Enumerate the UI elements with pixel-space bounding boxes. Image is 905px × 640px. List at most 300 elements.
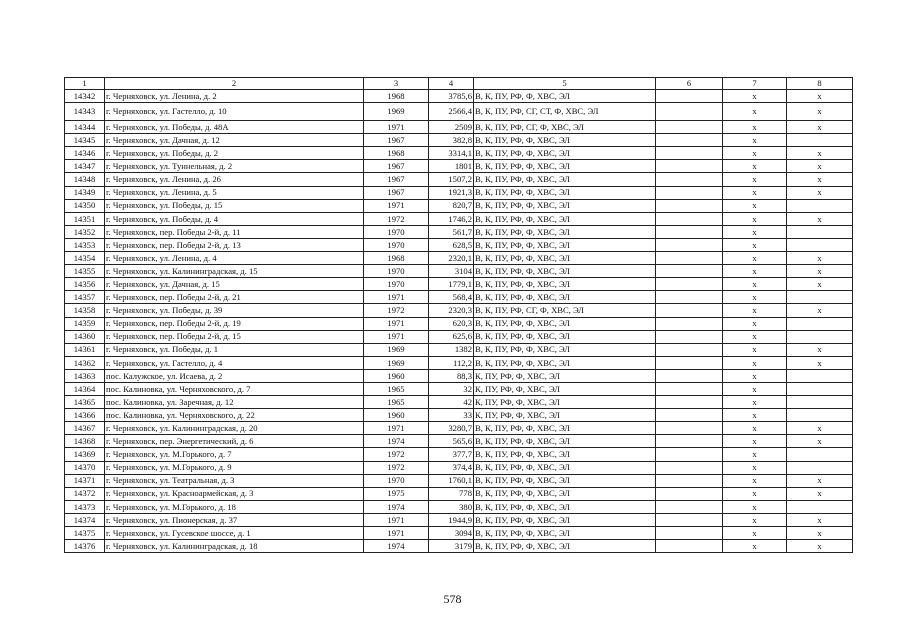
cell-mark-8 [787, 396, 853, 409]
cell-row-number: 14358 [65, 304, 105, 317]
cell-year: 1967 [364, 173, 429, 186]
cell-address: г. Черняховск, ул. Красноармейская, д. 3 [105, 487, 364, 500]
cell-area: 620,3 [429, 317, 474, 330]
cell-mark-8 [787, 448, 853, 461]
cell-utilities: В, К, ПУ, РФ, Ф, ХВС, ЭЛ [474, 435, 656, 448]
cell-row-number: 14347 [65, 160, 105, 173]
cell-col-6 [656, 252, 723, 265]
cell-row-number: 14350 [65, 199, 105, 212]
cell-address: г. Черняховск, ул. М.Горького, д. 7 [105, 448, 364, 461]
cell-utilities: В, К, ПУ, РФ, Ф, ХВС, ЭЛ [474, 147, 656, 160]
table-header [65, 78, 853, 90]
cell-row-number: 14343 [65, 103, 105, 121]
cell-utilities: В, К, ПУ, РФ, Ф, ХВС, ЭЛ [474, 422, 656, 435]
cell-row-number: 14342 [65, 90, 105, 103]
cell-col-6 [656, 186, 723, 199]
cell-col-6 [656, 173, 723, 186]
cell-col-6 [656, 396, 723, 409]
cell-address: г. Черняховск, ул. Театральная, д. 3 [105, 474, 364, 487]
cell-col-6 [656, 317, 723, 330]
cell-year: 1971 [364, 317, 429, 330]
cell-address: г. Черняховск, ул. Гастелло, д. 4 [105, 356, 364, 369]
cell-year: 1971 [364, 422, 429, 435]
cell-year: 1972 [364, 212, 429, 225]
cell-address: г. Черняховск, ул. Победы, д. 2 [105, 147, 364, 160]
page-number: 578 [443, 592, 462, 606]
table-row [65, 382, 853, 395]
cell-mark-8: х [787, 356, 853, 369]
cell-address: г. Черняховск, ул. Ленина, д. 4 [105, 252, 364, 265]
cell-col-6 [656, 448, 723, 461]
cell-area: 820,7 [429, 199, 474, 212]
header-col-8: 8 [787, 78, 853, 90]
cell-year: 1972 [364, 461, 429, 474]
cell-row-number: 14349 [65, 186, 105, 199]
cell-utilities: В, К, ПУ, РФ, Ф, ХВС, ЭЛ [474, 448, 656, 461]
cell-address: г. Черняховск, ул. Ленина, д. 26 [105, 173, 364, 186]
cell-area: 1760,1 [429, 474, 474, 487]
cell-year: 1974 [364, 540, 429, 553]
cell-mark-7: х [723, 199, 787, 212]
cell-area: 1779,1 [429, 278, 474, 291]
cell-row-number: 14372 [65, 487, 105, 500]
cell-mark-8: х [787, 278, 853, 291]
cell-address: г. Черняховск, ул. Победы, д. 1 [105, 343, 364, 356]
cell-col-6 [656, 160, 723, 173]
cell-col-6 [656, 265, 723, 278]
cell-utilities: К, ПУ, РФ, Ф, ХВС, ЭЛ [474, 382, 656, 395]
table-row [65, 199, 853, 212]
cell-year: 1967 [364, 186, 429, 199]
cell-year: 1971 [364, 513, 429, 526]
cell-row-number: 14357 [65, 291, 105, 304]
cell-row-number: 14353 [65, 238, 105, 251]
cell-col-6 [656, 409, 723, 422]
table-row [65, 304, 853, 317]
cell-utilities: В, К, ПУ, РФ, Ф, ХВС, ЭЛ [474, 134, 656, 147]
cell-year: 1965 [364, 382, 429, 395]
header-col-2: 2 [105, 78, 364, 90]
table-row [65, 474, 853, 487]
cell-area: 112,2 [429, 356, 474, 369]
cell-mark-7: х [723, 317, 787, 330]
cell-row-number: 14365 [65, 396, 105, 409]
cell-mark-7: х [723, 343, 787, 356]
table-row [65, 160, 853, 173]
cell-mark-8: х [787, 435, 853, 448]
cell-mark-7: х [723, 212, 787, 225]
cell-mark-7: х [723, 173, 787, 186]
cell-address: г. Черняховск, пер. Энергетический, д. 6 [105, 435, 364, 448]
cell-year: 1972 [364, 448, 429, 461]
cell-area: 3094 [429, 527, 474, 540]
cell-row-number: 14375 [65, 527, 105, 540]
cell-year: 1971 [364, 121, 429, 134]
cell-row-number: 14368 [65, 435, 105, 448]
cell-utilities: К, ПУ, РФ, Ф, ХВС, ЭЛ [474, 369, 656, 382]
cell-row-number: 14370 [65, 461, 105, 474]
cell-col-6 [656, 147, 723, 160]
cell-col-6 [656, 278, 723, 291]
cell-mark-8: х [787, 513, 853, 526]
cell-area: 42 [429, 396, 474, 409]
table-row [65, 422, 853, 435]
cell-row-number: 14354 [65, 252, 105, 265]
cell-row-number: 14367 [65, 422, 105, 435]
cell-utilities: В, К, ПУ, РФ, Ф, ХВС, ЭЛ [474, 173, 656, 186]
cell-area: 628,5 [429, 238, 474, 251]
cell-address: г. Черняховск, ул. Калининградская, д. 20 [105, 422, 364, 435]
cell-col-6 [656, 199, 723, 212]
cell-utilities: В, К, ПУ, РФ, Ф, ХВС, ЭЛ [474, 317, 656, 330]
cell-mark-7: х [723, 461, 787, 474]
cell-address: г. Черняховск, ул. Ленина, д. 2 [105, 90, 364, 103]
cell-year: 1960 [364, 409, 429, 422]
table-row [65, 513, 853, 526]
cell-mark-7: х [723, 238, 787, 251]
cell-col-6 [656, 540, 723, 553]
cell-mark-7: х [723, 448, 787, 461]
cell-mark-7: х [723, 356, 787, 369]
cell-address: г. Черняховск, ул. Дачная, д. 15 [105, 278, 364, 291]
cell-mark-8: х [787, 252, 853, 265]
cell-utilities: К, ПУ, РФ, Ф, ХВС, ЭЛ [474, 409, 656, 422]
cell-row-number: 14346 [65, 147, 105, 160]
header-col-6: 6 [656, 78, 723, 90]
cell-row-number: 14374 [65, 513, 105, 526]
cell-year: 1968 [364, 90, 429, 103]
header-col-5: 5 [474, 78, 656, 90]
cell-col-6 [656, 304, 723, 317]
cell-utilities: В, К, ПУ, РФ, Ф, ХВС, ЭЛ [474, 356, 656, 369]
cell-mark-7: х [723, 304, 787, 317]
header-col-3: 3 [364, 78, 429, 90]
cell-mark-8: х [787, 474, 853, 487]
cell-address: г. Черняховск, ул. Дачная, д. 12 [105, 134, 364, 147]
cell-mark-8 [787, 291, 853, 304]
table-row [65, 238, 853, 251]
cell-col-6 [656, 343, 723, 356]
table-row [65, 265, 853, 278]
cell-area: 1921,3 [429, 186, 474, 199]
cell-address: г. Черняховск, ул. Победы, д. 48А [105, 121, 364, 134]
cell-mark-8: х [787, 422, 853, 435]
cell-mark-8 [787, 409, 853, 422]
cell-mark-7: х [723, 103, 787, 121]
cell-address: г. Черняховск, пер. Победы 2-й, д. 11 [105, 225, 364, 238]
cell-mark-8: х [787, 160, 853, 173]
cell-utilities: В, К, ПУ, РФ, Ф, ХВС, ЭЛ [474, 461, 656, 474]
table-row [65, 330, 853, 343]
cell-mark-7: х [723, 252, 787, 265]
cell-utilities: В, К, ПУ, РФ, Ф, ХВС, ЭЛ [474, 513, 656, 526]
cell-utilities: В, К, ПУ, РФ, Ф, ХВС, ЭЛ [474, 487, 656, 500]
cell-year: 1969 [364, 103, 429, 121]
cell-mark-8: х [787, 121, 853, 134]
cell-col-6 [656, 291, 723, 304]
cell-utilities: В, К, ПУ, РФ, Ф, ХВС, ЭЛ [474, 343, 656, 356]
table-row [65, 212, 853, 225]
cell-mark-7: х [723, 382, 787, 395]
cell-row-number: 14373 [65, 500, 105, 513]
cell-area: 2566,4 [429, 103, 474, 121]
cell-mark-8: х [787, 540, 853, 553]
cell-address: г. Черняховск, ул. Гастелло, д. 10 [105, 103, 364, 121]
cell-col-6 [656, 435, 723, 448]
table-row [65, 103, 853, 121]
cell-mark-7: х [723, 409, 787, 422]
table-row [65, 409, 853, 422]
cell-mark-7: х [723, 160, 787, 173]
cell-area: 568,4 [429, 291, 474, 304]
cell-mark-8: х [787, 173, 853, 186]
cell-area: 2509 [429, 121, 474, 134]
cell-year: 1967 [364, 134, 429, 147]
cell-col-6 [656, 382, 723, 395]
cell-address: г. Черняховск, пер. Победы 2-й, д. 15 [105, 330, 364, 343]
cell-col-6 [656, 369, 723, 382]
cell-mark-8 [787, 369, 853, 382]
cell-utilities: К, ПУ, РФ, Ф, ХВС, ЭЛ [474, 396, 656, 409]
table-row [65, 448, 853, 461]
cell-area: 380 [429, 500, 474, 513]
cell-mark-7: х [723, 225, 787, 238]
cell-address: пос. Калиновка, ул. Черняховского, д. 22 [105, 409, 364, 422]
cell-utilities: В, К, ПУ, РФ, Ф, ХВС, ЭЛ [474, 330, 656, 343]
cell-utilities: В, К, ПУ, РФ, Ф, ХВС, ЭЛ [474, 278, 656, 291]
cell-utilities: В, К, ПУ, РФ, Ф, ХВС, ЭЛ [474, 474, 656, 487]
cell-row-number: 14345 [65, 134, 105, 147]
cell-row-number: 14348 [65, 173, 105, 186]
table-row [65, 90, 853, 103]
cell-utilities: В, К, ПУ, РФ, Ф, ХВС, ЭЛ [474, 160, 656, 173]
cell-mark-8: х [787, 487, 853, 500]
cell-mark-7: х [723, 474, 787, 487]
table-row [65, 186, 853, 199]
table-body [65, 90, 853, 553]
table-row [65, 252, 853, 265]
cell-year: 1968 [364, 147, 429, 160]
cell-mark-7: х [723, 134, 787, 147]
cell-mark-8 [787, 382, 853, 395]
cell-row-number: 14352 [65, 225, 105, 238]
cell-utilities: В, К, ПУ, РФ, Ф, ХВС, ЭЛ [474, 238, 656, 251]
table-row [65, 147, 853, 160]
cell-address: г. Черняховск, пер. Победы 2-й, д. 19 [105, 317, 364, 330]
table-row [65, 291, 853, 304]
cell-mark-8 [787, 225, 853, 238]
cell-utilities: В, К, ПУ, РФ, Ф, ХВС, ЭЛ [474, 225, 656, 238]
cell-year: 1972 [364, 304, 429, 317]
cell-col-6 [656, 90, 723, 103]
header-col-7: 7 [723, 78, 787, 90]
cell-col-6 [656, 238, 723, 251]
cell-address: пос. Калужское, ул. Исаева, д. 2 [105, 369, 364, 382]
header-row [65, 78, 853, 90]
table-row [65, 317, 853, 330]
cell-address: г. Черняховск, пер. Победы 2-й, д. 13 [105, 238, 364, 251]
cell-year: 1968 [364, 252, 429, 265]
cell-col-6 [656, 212, 723, 225]
cell-area: 1507,2 [429, 173, 474, 186]
cell-address: г. Черняховск, ул. М.Горького, д. 9 [105, 461, 364, 474]
cell-address: г. Черняховск, ул. Калининградская, д. 15 [105, 265, 364, 278]
cell-mark-8: х [787, 186, 853, 199]
cell-utilities: В, К, ПУ, РФ, СГ, Ф, ХВС, ЭЛ [474, 304, 656, 317]
cell-row-number: 14364 [65, 382, 105, 395]
cell-utilities: В, К, ПУ, РФ, Ф, ХВС, ЭЛ [474, 291, 656, 304]
cell-year: 1967 [364, 160, 429, 173]
table-row [65, 369, 853, 382]
cell-mark-7: х [723, 513, 787, 526]
cell-area: 778 [429, 487, 474, 500]
cell-utilities: В, К, ПУ, РФ, Ф, ХВС, ЭЛ [474, 212, 656, 225]
cell-col-6 [656, 513, 723, 526]
cell-mark-7: х [723, 435, 787, 448]
cell-mark-7: х [723, 540, 787, 553]
cell-mark-8 [787, 199, 853, 212]
cell-address: г. Черняховск, ул. Туннельная, д. 2 [105, 160, 364, 173]
cell-area: 3314,1 [429, 147, 474, 160]
cell-utilities: В, К, ПУ, РФ, Ф, ХВС, ЭЛ [474, 540, 656, 553]
cell-year: 1975 [364, 487, 429, 500]
cell-area: 2320,1 [429, 252, 474, 265]
cell-col-6 [656, 487, 723, 500]
cell-col-6 [656, 103, 723, 121]
table-row [65, 121, 853, 134]
cell-utilities: В, К, ПУ, РФ, Ф, ХВС, ЭЛ [474, 252, 656, 265]
cell-area: 382,8 [429, 134, 474, 147]
cell-col-6 [656, 134, 723, 147]
cell-address: г. Черняховск, ул. Гусевское шоссе, д. 1 [105, 527, 364, 540]
cell-year: 1971 [364, 291, 429, 304]
cell-area: 1944,9 [429, 513, 474, 526]
header-col-4: 4 [429, 78, 474, 90]
cell-address: пос. Калиновка, ул. Заречная, д. 12 [105, 396, 364, 409]
cell-mark-7: х [723, 147, 787, 160]
cell-mark-7: х [723, 186, 787, 199]
cell-mark-7: х [723, 422, 787, 435]
table-row [65, 487, 853, 500]
cell-row-number: 14360 [65, 330, 105, 343]
cell-year: 1970 [364, 278, 429, 291]
cell-row-number: 14362 [65, 356, 105, 369]
cell-mark-8 [787, 330, 853, 343]
cell-utilities: В, К, ПУ, РФ, Ф, ХВС, ЭЛ [474, 186, 656, 199]
cell-mark-8 [787, 500, 853, 513]
cell-address: пос. Калиновка, ул. Черняховского, д. 7 [105, 382, 364, 395]
cell-address: г. Черняховск, ул. Победы, д. 15 [105, 199, 364, 212]
cell-area: 565,6 [429, 435, 474, 448]
cell-col-6 [656, 527, 723, 540]
cell-mark-7: х [723, 291, 787, 304]
cell-mark-8 [787, 461, 853, 474]
cell-year: 1969 [364, 343, 429, 356]
cell-col-6 [656, 474, 723, 487]
table-row [65, 396, 853, 409]
cell-area: 3104 [429, 265, 474, 278]
cell-mark-8: х [787, 265, 853, 278]
cell-row-number: 14355 [65, 265, 105, 278]
cell-area: 561,7 [429, 225, 474, 238]
table-row [65, 173, 853, 186]
cell-area: 88,3 [429, 369, 474, 382]
cell-mark-7: х [723, 369, 787, 382]
cell-area: 374,4 [429, 461, 474, 474]
cell-row-number: 14376 [65, 540, 105, 553]
cell-area: 377,7 [429, 448, 474, 461]
cell-area: 3785,6 [429, 90, 474, 103]
cell-utilities: В, К, ПУ, РФ, Ф, ХВС, ЭЛ [474, 500, 656, 513]
cell-area: 625,6 [429, 330, 474, 343]
cell-mark-8 [787, 134, 853, 147]
cell-address: г. Черняховск, ул. Ленина, д. 5 [105, 186, 364, 199]
cell-year: 1974 [364, 435, 429, 448]
cell-utilities: В, К, ПУ, РФ, Ф, ХВС, ЭЛ [474, 199, 656, 212]
cell-area: 1382 [429, 343, 474, 356]
cell-mark-8: х [787, 147, 853, 160]
cell-area: 1746,2 [429, 212, 474, 225]
cell-area: 32 [429, 382, 474, 395]
table-row [65, 278, 853, 291]
cell-row-number: 14344 [65, 121, 105, 134]
cell-mark-8: х [787, 304, 853, 317]
cell-mark-8: х [787, 527, 853, 540]
table-row [65, 343, 853, 356]
cell-year: 1970 [364, 225, 429, 238]
cell-mark-7: х [723, 278, 787, 291]
register-table [64, 77, 853, 553]
header-col-1: 1 [65, 78, 105, 90]
cell-col-6 [656, 461, 723, 474]
cell-mark-8 [787, 317, 853, 330]
cell-address: г. Черняховск, ул. Победы, д. 4 [105, 212, 364, 225]
cell-area: 2320,3 [429, 304, 474, 317]
cell-utilities: В, К, ПУ, РФ, СГ, СТ, Ф, ХВС, ЭЛ [474, 103, 656, 121]
cell-col-6 [656, 330, 723, 343]
cell-row-number: 14356 [65, 278, 105, 291]
cell-mark-7: х [723, 330, 787, 343]
cell-mark-7: х [723, 527, 787, 540]
cell-mark-8: х [787, 343, 853, 356]
cell-area: 3179 [429, 540, 474, 553]
cell-col-6 [656, 422, 723, 435]
cell-year: 1965 [364, 396, 429, 409]
cell-year: 1960 [364, 369, 429, 382]
cell-col-6 [656, 121, 723, 134]
cell-area: 1801 [429, 160, 474, 173]
cell-year: 1971 [364, 527, 429, 540]
table-row [65, 225, 853, 238]
cell-year: 1971 [364, 330, 429, 343]
cell-col-6 [656, 500, 723, 513]
cell-utilities: В, К, ПУ, РФ, Ф, ХВС, ЭЛ [474, 527, 656, 540]
cell-utilities: В, К, ПУ, РФ, СГ, Ф, ХВС, ЭЛ [474, 121, 656, 134]
cell-year: 1974 [364, 500, 429, 513]
cell-mark-8: х [787, 103, 853, 121]
table-row [65, 500, 853, 513]
cell-mark-7: х [723, 121, 787, 134]
table-row [65, 527, 853, 540]
cell-row-number: 14351 [65, 212, 105, 225]
table-row [65, 435, 853, 448]
cell-year: 1969 [364, 356, 429, 369]
cell-row-number: 14369 [65, 448, 105, 461]
cell-row-number: 14361 [65, 343, 105, 356]
cell-mark-7: х [723, 90, 787, 103]
cell-row-number: 14366 [65, 409, 105, 422]
table-row [65, 134, 853, 147]
